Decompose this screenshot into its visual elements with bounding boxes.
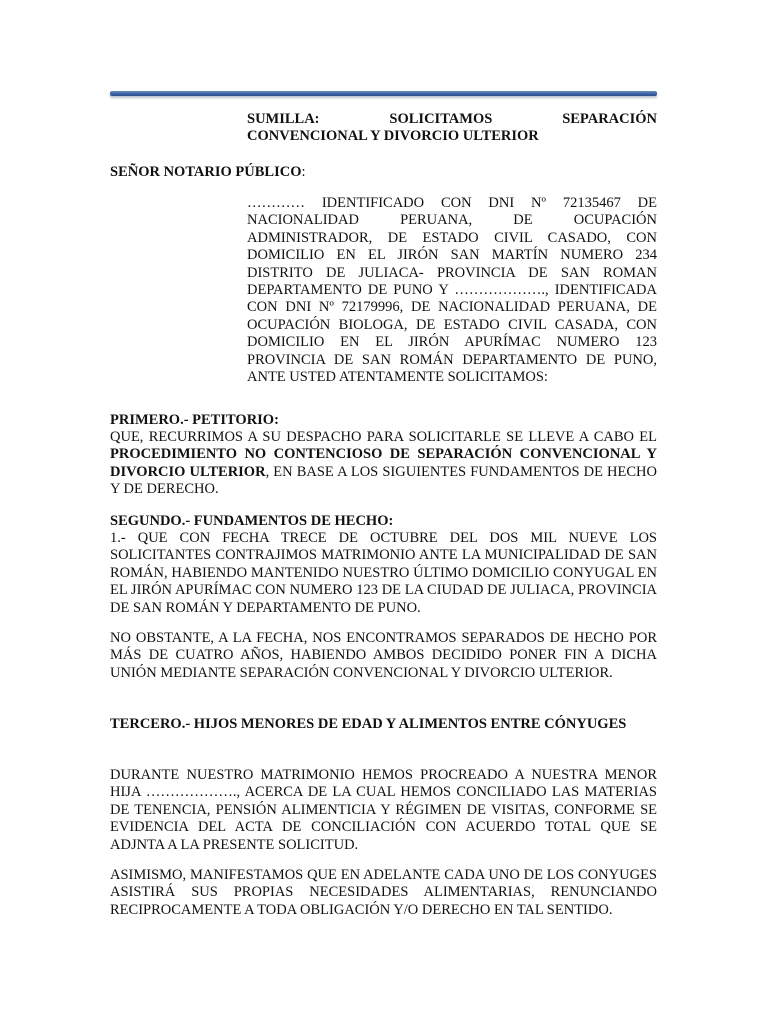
primero-text-after: , EN BASE A LOS SIGUIENTES FUNDAMENTOS DE HECHO Y DE DERECHO.: [110, 463, 657, 498]
identification-paragraph: ………… IDENTIFICADO CON DNI Nº 72135467 DE NACIONALIDAD PERUANA, DE OCUPACIÓN ADMINISTRADOR, DE ESTADO CIVIL CASADO, CON DOMICILIO EN EL JIRÓN SAN MARTÍN NUMERO 234 DISTRITO DE JULIACA- PROVINCIA DE SAN ROMAN DEPARTAMENTO DE PUNO Y ………………., IDENTIFICADA CON DNI Nº 72179996, DE NACIONALIDAD PERUANA, DE OCUPACIÓN BIOLOGA, DE ESTADO CIVIL CASADA, CON DOMICILIO EN EL JIRÓN APURÍMAC NUMERO 123 PROVINCIA DE SAN ROMÁN DEPARTAMENTO DE PUNO, ANTE USTED ATENTAMENTE SOLICITAMOS:: [247, 195, 657, 386]
sumilla-line-2: CONVENCIONAL Y DIVORCIO ULTERIOR: [247, 128, 539, 145]
primero-bold-text: PROCEDIMIENTO NO CONTENCIOSO DE SEPARACIÓN CONVENCIONAL Y DIVORCIO ULTERIOR: [110, 446, 657, 480]
primero-heading: PRIMERO.- PETITORIO:: [110, 412, 279, 428]
segundo-heading: SEGUNDO.- FUNDAMENTOS DE HECHO:: [110, 513, 394, 529]
sumilla-block: [247, 111, 657, 146]
tercero-paragraph-1: DURANTE NUESTRO MATRIMONIO HEMOS PROCREADO A NUESTRA MENOR HIJA ………………., ACERCA DE LA CUAL HEMOS CONCILIADO LAS MATERIAS DE TENENCIA, PENSIÓN ALIMENTICIA Y RÉGIMEN DE VISITAS, CONFORME SE EVIDENCIA DEL ACTA DE CONCILIACIÓN CON ACUERDO TOTAL QUE SE ADJNTA A LA PRESENTE SOLICITUD.: [110, 767, 657, 853]
segundo-paragraph-1: 1.- QUE CON FECHA TRECE DE OCTUBRE DEL DOS MIL NUEVE LOS SOLICITANTES CONTRAJIMOS MATRIMONIO ANTE LA MUNICIPALIDAD DE SAN ROMÁN, HABIENDO MANTENIDO NUESTRO ÚLTIMO DOMICILIO CONYUGAL EN EL JIRÓN APURÍMAC CON NUMERO 123 DE LA CIUDAD DE JULIACA, PROVINCIA DE SAN ROMÁN Y DEPARTAMENTO DE PUNO.: [110, 530, 657, 616]
sumilla-line-1: SUMILLA: SOLICITAMOS SEPARACIÓN: [247, 111, 657, 127]
addressee-label: SEÑOR NOTARIO PÚBLICO: [110, 164, 302, 180]
primero-paragraph: [110, 429, 657, 499]
header-rule: [110, 91, 657, 96]
segundo-paragraph-2: NO OBSTANTE, A LA FECHA, NOS ENCONTRAMOS SEPARADOS DE HECHO POR MÁS DE CUATRO AÑOS, HABIENDO AMBOS DECIDIDO PONER FIN A DICHA UNIÓN MEDIANTE SEPARACIÓN CONVENCIONAL Y DIVORCIO ULTERIOR.: [110, 630, 657, 681]
addressee: [110, 164, 360, 181]
addressee-colon: :: [301, 164, 306, 180]
tercero-paragraph-2: ASIMISMO, MANIFESTAMOS QUE EN ADELANTE CADA UNO DE LOS CONYUGES ASISTIRÁ SUS PROPIAS NECESIDADES ALIMENTARIAS, RENUNCIANDO RECIPROCAMENTE A TODA OBLIGACIÓN Y/O DERECHO EN TAL SENTIDO.: [110, 867, 657, 918]
primero-text-before: QUE, RECURRIMOS A SU DESPACHO PARA SOLICITARLE SE LLEVE A CABO EL: [110, 429, 657, 445]
tercero-heading: TERCERO.- HIJOS MENORES DE EDAD Y ALIMENTOS ENTRE CÓNYUGES: [110, 716, 627, 732]
